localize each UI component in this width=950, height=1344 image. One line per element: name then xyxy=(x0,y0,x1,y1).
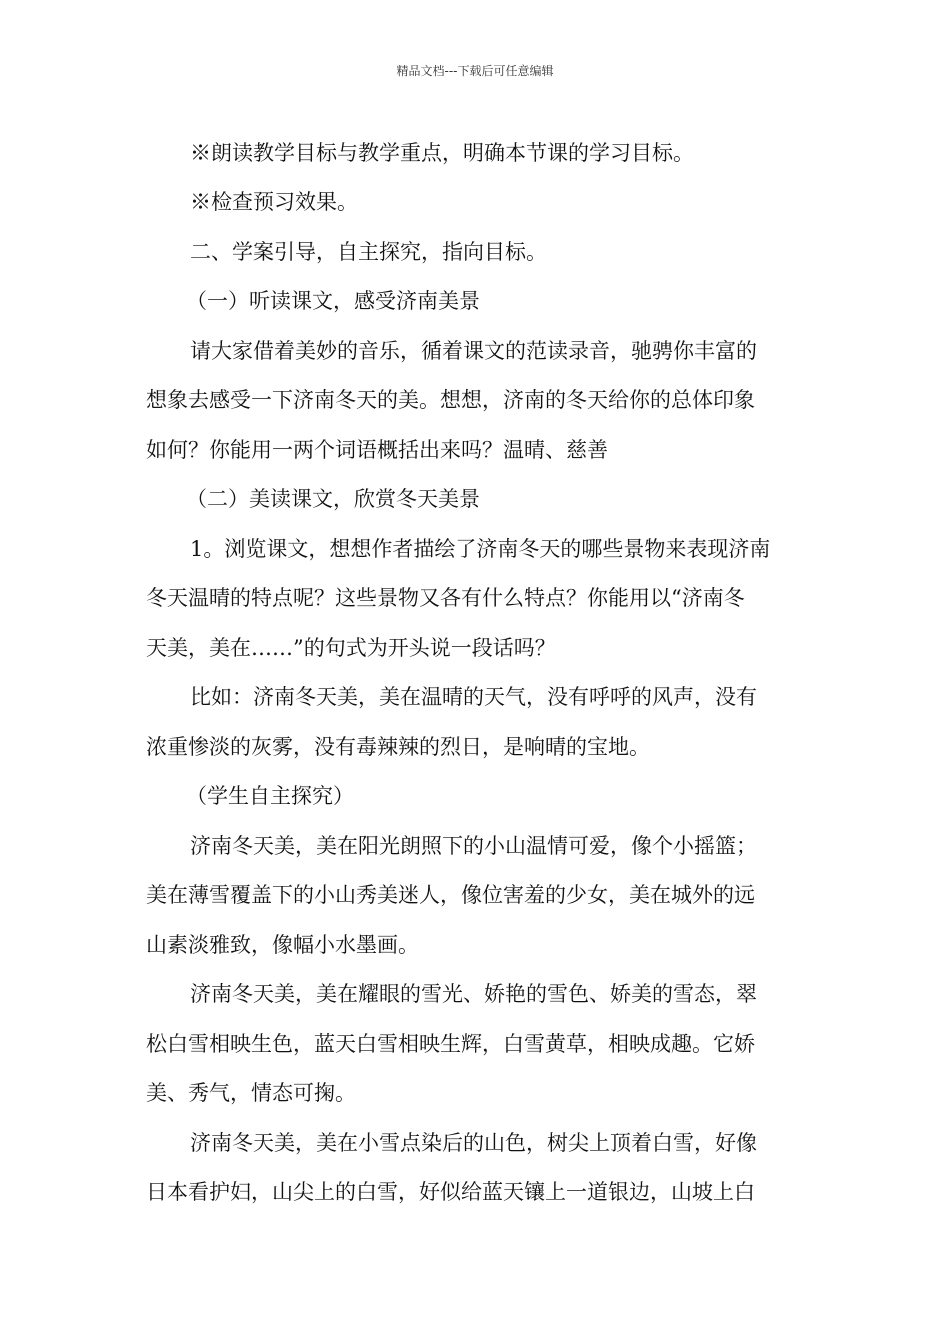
page-header: 精品文档---下载后可任意编辑 xyxy=(396,64,554,78)
text-line: 济南冬天美，美在耀眼的雪光、娇艳的雪色、娇美的雪态，翠 xyxy=(190,982,757,1006)
text-line: 美在薄雪覆盖下的小山秀美迷人，像位害羞的少女，美在城外的远 xyxy=(146,883,755,907)
text-line: （学生自主探究） xyxy=(186,784,354,808)
section-heading: （二）美读课文，欣赏冬天美景 xyxy=(186,487,480,511)
text-line: 济南冬天美，美在阳光朗照下的小山温情可爱，像个小摇篮； xyxy=(190,834,757,858)
text-line: 天美，美在……”的句式为开头说一段话吗？ xyxy=(146,636,556,660)
text-line: ※检查预习效果。 xyxy=(190,190,358,214)
text-line: 松白雪相映生色，蓝天白雪相映生辉，白雪黄草，相映成趣。它娇 xyxy=(146,1032,755,1056)
text-line: 二、学案引导，自主探究，指向目标。 xyxy=(190,240,547,264)
text-line: ※朗读教学目标与教学重点，明确本节课的学习目标。 xyxy=(190,141,694,165)
text-line: 请大家借着美妙的音乐，循着课文的范读录音，驰骋你丰富的 xyxy=(190,339,757,363)
text-line: 冬天温晴的特点呢？这些景物又各有什么特点？你能用以“济南冬 xyxy=(146,586,745,610)
text-line: 济南冬天美，美在小雪点染后的山色，树尖上顶着白雪，好像 xyxy=(190,1131,757,1155)
text-line: 如何？你能用一两个词语概括出来吗？温晴、慈善 xyxy=(146,438,608,462)
section-heading: （一）听读课文，感受济南美景 xyxy=(186,289,480,313)
text-line: 日本看护妇，山尖上的白雪，好似给蓝天镶上一道银边，山坡上白 xyxy=(146,1180,755,1204)
text-line: 比如：济南冬天美，美在温晴的天气，没有呼呼的风声，没有 xyxy=(190,685,757,709)
text-line: 1。浏览课文，想想作者描绘了济南冬天的哪些景物来表现济南 xyxy=(190,537,771,561)
text-line: 山素淡雅致，像幅小水墨画。 xyxy=(146,933,419,957)
text-line: 美、秀气，情态可掬。 xyxy=(146,1081,356,1105)
text-line: 想象去感受一下济南冬天的美。想想，济南的冬天给你的总体印象 xyxy=(146,388,755,412)
text-line: 浓重惨淡的灰雾，没有毒辣辣的烈日，是响晴的宝地。 xyxy=(146,735,650,759)
